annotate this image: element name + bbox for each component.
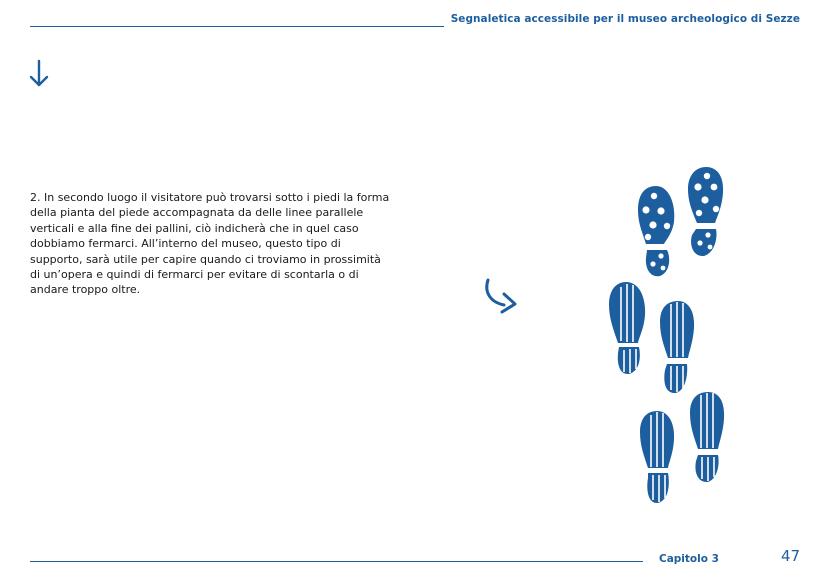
footprint-lines-icon [608,281,648,375]
chapter-label: Capitolo 3 [659,553,719,565]
page-number: 47 [781,547,801,565]
footprint-lines-icon [638,410,678,504]
footer-rule [30,561,643,562]
footprint-lines-icon [656,300,696,394]
curved-arrow-icon [482,278,522,318]
header-rule [30,26,444,27]
footprint-dots-icon [636,184,678,278]
arrow-down-icon [28,58,50,90]
footprint-lines-icon [687,391,727,485]
document-header-title: Segnaletica accessibile per il museo archeologico di Sezze [450,13,800,25]
body-paragraph: 2. In secondo luogo il visitatore può trovarsi sotto i piedi la forma della pianta del piede accompagnata da delle linee parallele verticali e alla fine dei pallini, ciò indicherà che in quel caso dobbiamo fermarci. All’interno del museo, questo tipo di supporto, sarà utile per capire quando ci troviamo in prossimità di un’opera e quindi di fermarci per evitare di scontarla o di andare troppo oltre. [30,191,390,297]
footprint-dots-icon [684,165,726,259]
